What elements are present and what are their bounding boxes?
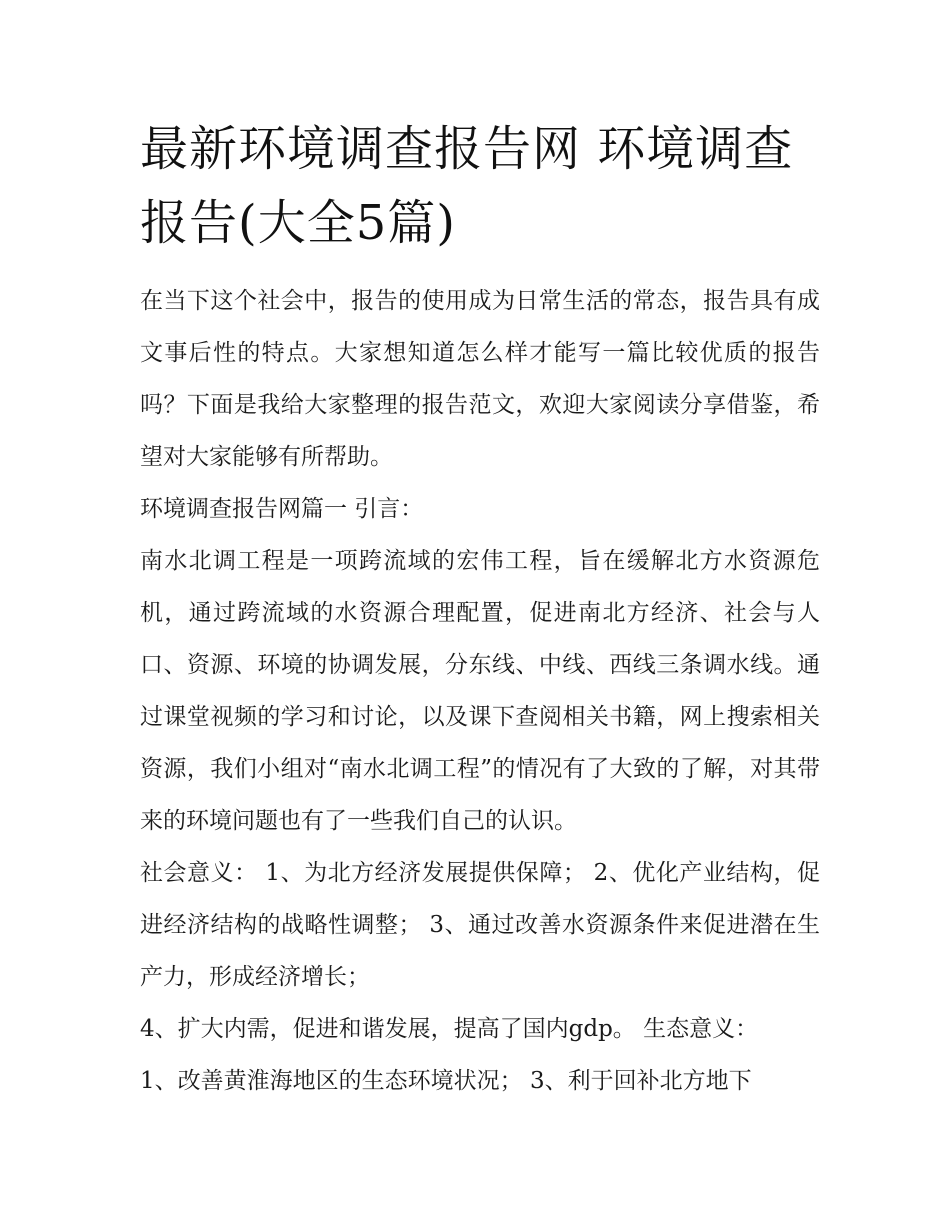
paragraph-ecological-significance: 1、改善黄淮海地区的生态环境状况； 3、利于回补北方地下 <box>140 1068 752 1094</box>
paragraph-social-significance-continued: 4、扩大内需，促进和谐发展，提高了国内gdp。 生态意义： <box>140 1016 759 1042</box>
paragraph-intro: 在当下这个社会中，报告的使用成为日常生活的常态，报告具有成文事后性的特点。大家想知道怎么样才能写一篇比较优质的报告吗？下面是我给大家整理的报告范文，欢迎大家阅读分享借鉴，希望对大家能够有所帮助。 <box>140 288 820 470</box>
document-body <box>140 275 820 1107</box>
paragraph-section-heading: 环境调查报告网篇一 引言： <box>140 496 424 522</box>
document-title: 最新环境调查报告网 环境调查报告(大全5篇) <box>140 121 794 251</box>
paragraph-social-significance: 社会意义： 1、为北方经济发展提供保障； 2、优化产业结构，促进经济结构的战略性调整； 3、通过改善水资源条件来促进潜在生产力，形成经济增长； <box>140 860 820 990</box>
paragraph-project-overview: 南水北调工程是一项跨流域的宏伟工程，旨在缓解北方水资源危机，通过跨流域的水资源合理配置，促进南北方经济、社会与人口、资源、环境的协调发展，分东线、中线、西线三条调水线。通过课堂视频的学习和讨论，以及课下查阅相关书籍，网上搜索相关资源，我们小组对“南水北调工程”的情况有了大致的了解，对其带来的环境问题也有了一些我们自己的认识。 <box>140 548 820 834</box>
